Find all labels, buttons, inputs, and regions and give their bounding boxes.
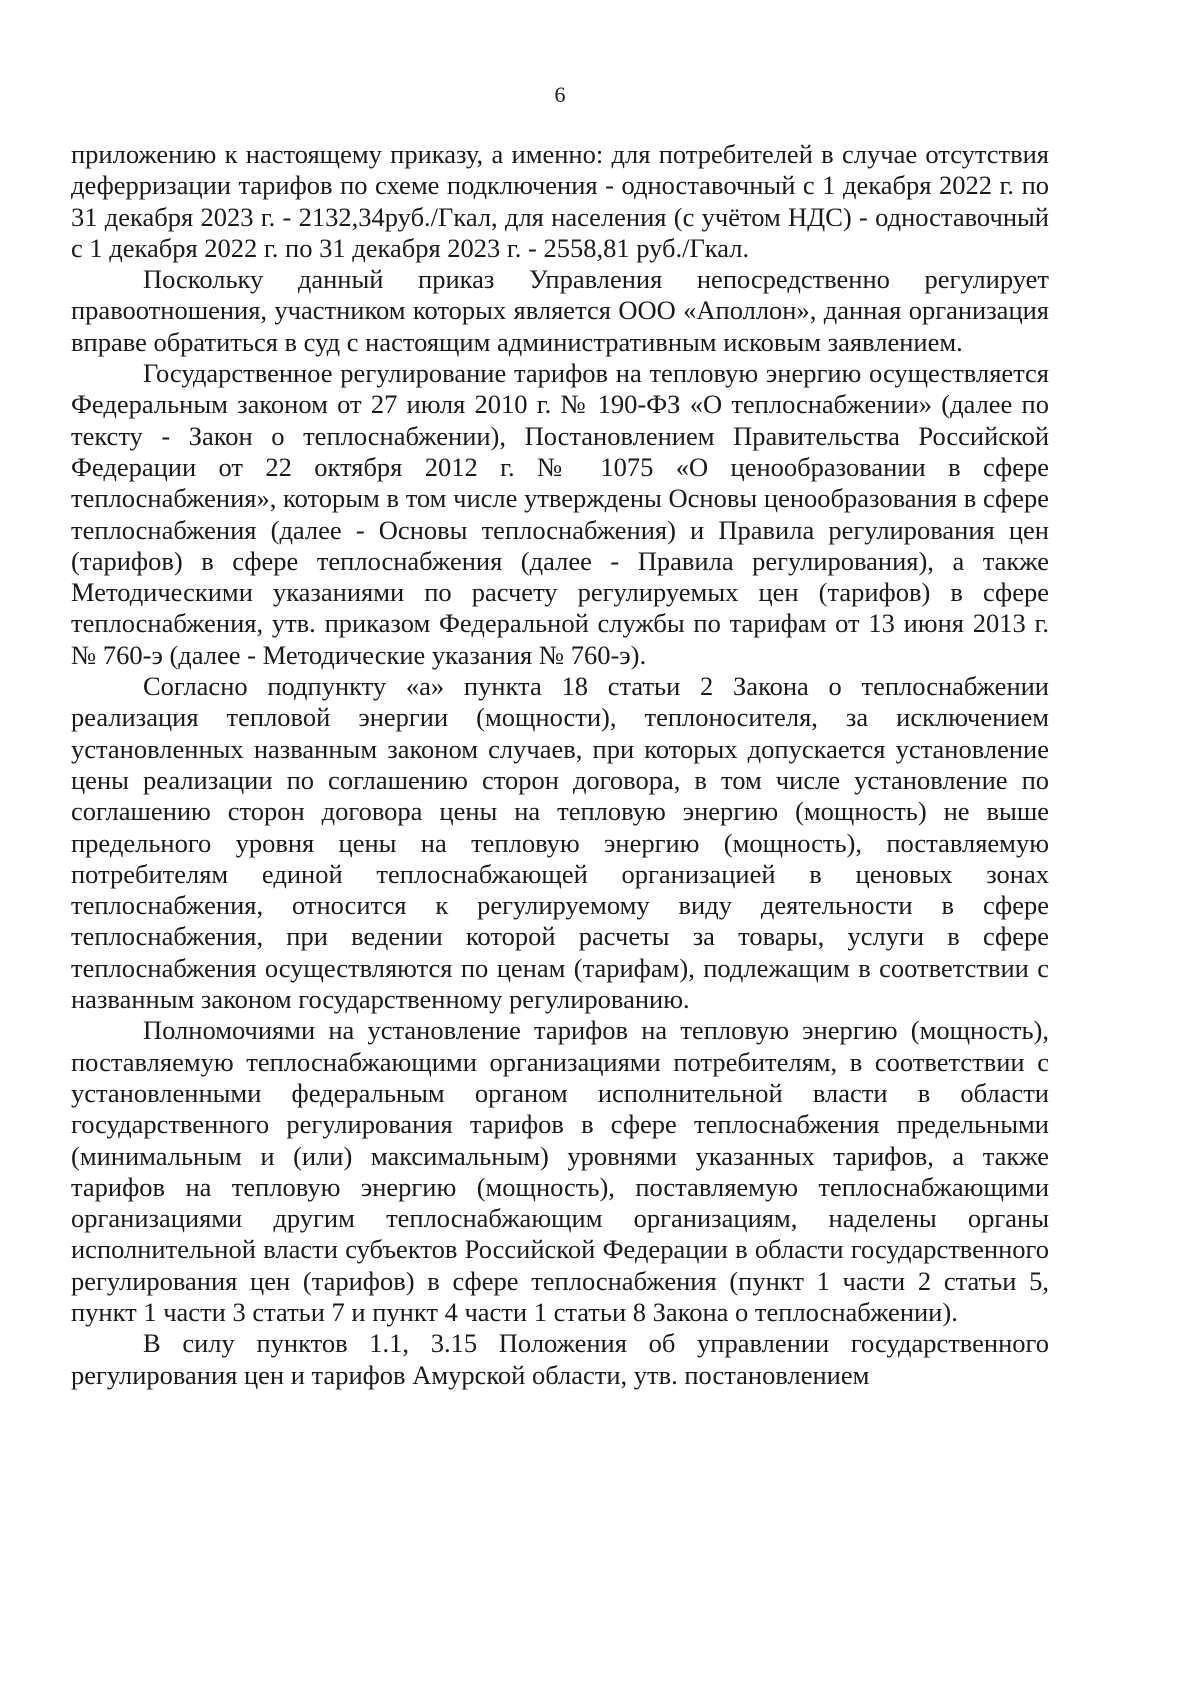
paragraph-legal-framework: Государственное регулирование тарифов на тепловую энергию осуществляется Федеральным законом от 27 июля 2010 г. № 190-ФЗ «О теплоснабжении» (далее по тексту - Закон о теплоснабжении), Постановлением Правительства Российской Федерации от 22 октября 2012 г. № 1075 «О ценообразовании в сфере теплоснабжения», которым в том числе утверждены Основы ценообразования в сфере теплоснабжения (далее - Основы теплоснабжения) и Правила регулирования цен (тарифов) в сфере теплоснабжения (далее - Правила регулирования), а также Методическими указаниями по расчету регулируемых цен (тарифов) в сфере теплоснабжения, утв. приказом Федеральной службы по тарифам от 13 июня 2013 г. № 760-э (далее - Методические указания № 760-э).	[71, 358, 1049, 670]
paragraph-authority-powers: Полномочиями на установление тарифов на тепловую энергию (мощность), поставляемую теплоснабжающими организациями потребителям, в соответствии с установленными федеральным органом исполнительной власти в области государственного регулирования тарифов в сфере теплоснабжения предельными (минимальным и (или) максимальным) уровнями указанных тарифов, а также тарифов на тепловую энергию (мощность), поставляемую теплоснабжающими организациями другим теплоснабжающим организациям, наделены органы исполнительной власти субъектов Российской Федерации в области государственного регулирования цен (тарифов) в сфере теплоснабжения (пункт 1 части 2 статьи 5, пункт 1 части 3 статьи 7 и пункт 4 части 1 статьи 8 Закона о теплоснабжении).	[71, 1015, 1049, 1327]
paragraph-tariff-values: приложению к настоящему приказу, а именно: для потребителей в случае отсутствия деферризации тарифов по схеме подключения - одноставочный с 1 декабря 2022 г. по 31 декабря 2023 г. - 2132,34руб./Гкал, для населения (с учётом НДС) - одноставочный с 1 декабря 2022 г. по 31 декабря 2023 г. - 2558,81 руб./Гкал.	[71, 139, 1049, 263]
paragraph-right-to-sue: Поскольку данный приказ Управления непосредственно регулирует правоотношения, участником которых является ООО «Аполлон», данная организация вправе обратиться в суд с настоящим административным исковым заявлением.	[71, 264, 1049, 357]
page-number: 6	[554, 82, 566, 107]
paragraph-regulation-provisions: В силу пунктов 1.1, 3.15 Положения об управлении государственного регулирования цен и тарифов Амурской области, утв. постановлением	[71, 1328, 1049, 1390]
paragraph-regulated-activity: Согласно подпункту «а» пункта 18 статьи 2 Закона о теплоснабжении реализация тепловой энергии (мощности), теплоносителя, за исключением установленных названным законом случаев, при которых допускается установление цены реализации по соглашению сторон договора, в том числе установление по соглашению сторон договора цены на тепловую энергию (мощность) не выше предельного уровня цены на тепловую энергию (мощность), поставляемую потребителям единой теплоснабжающей организацией в ценовых зонах теплоснабжения, относится к регулируемому виду деятельности в сфере теплоснабжения, при ведении которой расчеты за товары, услуги в сфере теплоснабжения осуществляются по ценам (тарифам), подлежащим в соответствии с названным законом государственному регулированию.	[71, 671, 1049, 1015]
document-body	[71, 139, 1049, 1391]
